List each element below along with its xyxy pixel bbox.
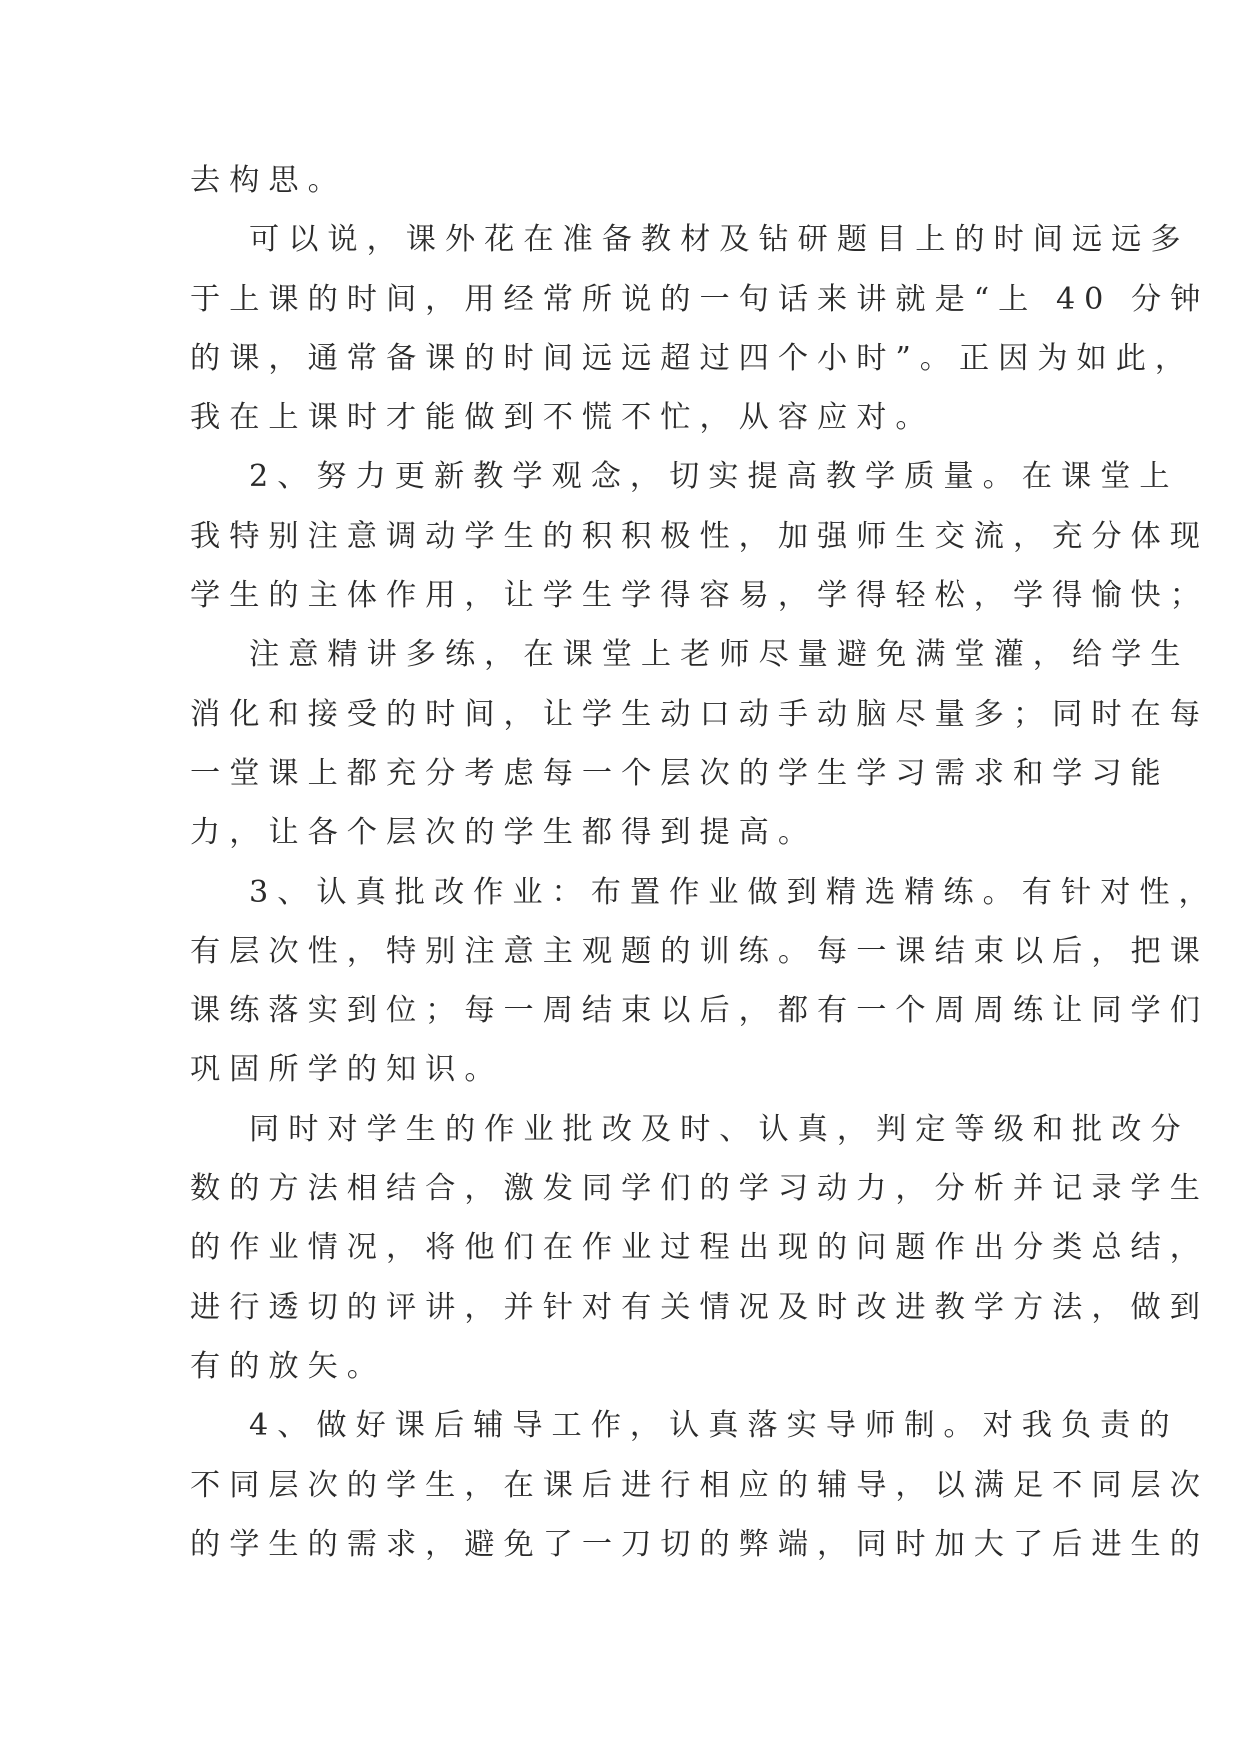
text-line: 不同层次的学生，在课后进行相应的辅导，以满足不同层次 xyxy=(190,1467,1209,1503)
text-line: 进行透切的评讲，并针对有关情况及时改进教学方法，做到 xyxy=(190,1289,1209,1325)
text-line: 于上课的时间，用经常所说的一句话来讲就是“上 40 分钟 xyxy=(190,281,1210,317)
text-line: 一堂课上都充分考虑每一个层次的学生学习需求和学习能 xyxy=(190,755,1170,791)
text-line: 的课，通常备课的时间远远超过四个小时”。正因为如此， xyxy=(190,340,1195,376)
text-line: 的学生的需求，避免了一刀切的弊端，同时加大了后进生的 xyxy=(190,1526,1209,1562)
paragraph-start-line: 同时对学生的作业批改及时、认真，判定等级和批改分 xyxy=(249,1111,1190,1147)
text-line: 有层次性，特别注意主观题的训练。每一课结束以后，把课 xyxy=(190,933,1209,969)
text-line: 我在上课时才能做到不慌不忙，从容应对。 xyxy=(190,400,935,436)
paragraph-start-line: 可以说，课外花在准备教材及钻研题目上的时间远远多 xyxy=(249,222,1190,258)
paragraph-start-line: 4、做好课后辅导工作，认真落实导师制。对我负责的 xyxy=(249,1408,1179,1444)
paragraph-start-line: 注意精讲多练，在课堂上老师尽量避免满堂灌，给学生 xyxy=(249,637,1190,673)
text-line: 有的放矢。 xyxy=(190,1348,386,1384)
body-text xyxy=(190,151,1218,1574)
paragraph-start-line: 3、认真批改作业：布置作业做到精选精练。有针对性， xyxy=(249,874,1218,910)
text-line: 消化和接受的时间，让学生动口动手动脑尽量多；同时在每 xyxy=(190,696,1209,732)
text-line: 学生的主体作用，让学生学得容易，学得轻松，学得愉快； xyxy=(190,578,1209,614)
text-line: 的作业情况，将他们在作业过程出现的问题作出分类总结， xyxy=(190,1230,1209,1266)
text-line: 去构思。 xyxy=(190,163,347,198)
text-line: 力，让各个层次的学生都得到提高。 xyxy=(190,815,818,851)
paragraph-start-line: 2、努力更新教学观念，切实提高教学质量。在课堂上 xyxy=(249,459,1179,495)
text-line: 数的方法相结合，激发同学们的学习动力，分析并记录学生 xyxy=(190,1171,1209,1207)
text-line: 我特别注意调动学生的积积极性，加强师生交流，充分体现 xyxy=(190,518,1209,554)
text-line: 课练落实到位；每一周结束以后，都有一个周周练让同学们 xyxy=(190,993,1209,1029)
text-line: 巩固所学的知识。 xyxy=(190,1052,504,1088)
